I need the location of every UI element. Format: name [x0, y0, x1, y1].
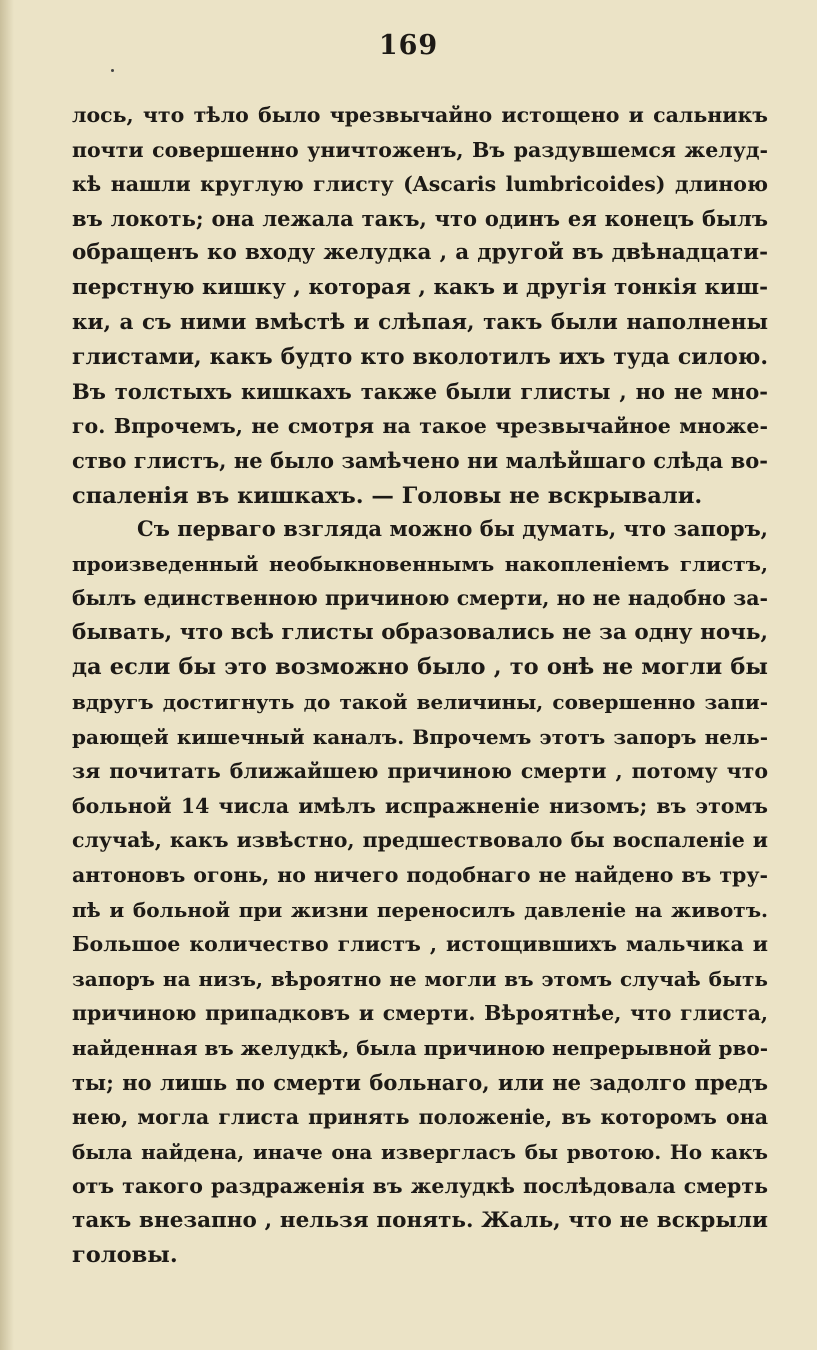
text-line: глистами, какъ будто кто вколотилъ ихъ туда силою.: [72, 344, 768, 371]
text-line: ство глистъ, не было замѣчено ни малѣйшаго слѣда во-: [72, 447, 768, 473]
text-line: почти совершенно уничтоженъ, Въ раздувшемся желуд-: [72, 137, 768, 162]
text-line: ки, а съ ними вмѣстѣ и слѣпая, такъ были наполнены: [72, 309, 768, 335]
text-line: случаѣ, какъ извѣстно, предшествовало бы воспаленіе и: [72, 828, 768, 853]
text-line: вдругъ достигнуть до такой величины, совершенно запи-: [72, 689, 768, 714]
text-line: лось, что тѣло было чрезвычайно истощено и сальникъ: [72, 103, 768, 127]
text-line: бывать, что всѣ глисты образовались не за одну ночь,: [72, 619, 768, 645]
text-line: перстную кишку , которая , какъ и другія тонкія киш-: [72, 274, 768, 300]
text-line: кѣ нашли круглую глисту (Ascaris lumbricoides) длиною: [72, 172, 768, 197]
text-line: былъ единственною причиною смерти, но не надобно за-: [72, 586, 768, 611]
page-edge-shadow: [0, 0, 14, 1350]
text-line: пѣ и больной при жизни переносилъ давленіе на животъ.: [72, 897, 768, 922]
paragraph-1: [72, 98, 768, 513]
text-line: въ локоть; она лежала такъ, что одинъ ея конецъ былъ: [72, 205, 768, 231]
text-line: го. Впрочемъ, не смотря на такое чрезвычайное множе-: [72, 414, 768, 439]
text-line: Въ толстыхъ кишкахъ также были глисты , но не мно-: [72, 378, 768, 404]
text-line: обращенъ ко входу желудка , а другой въ двѣнадцати-: [72, 240, 768, 266]
text-line: зя почитать ближайшею причиною смерти , потому что: [72, 759, 768, 784]
text-line: найденная въ желудкѣ, была причиною непрерывной рво-: [72, 1035, 768, 1060]
text-line: спаленія въ кишкахъ. — Головы не вскрывали.: [72, 482, 703, 509]
text-line: больной 14 числа имѣлъ испражненіе низомъ; въ этомъ: [72, 793, 768, 818]
text-line: произведенный необыкновеннымъ накопленіемъ глистъ,: [72, 551, 768, 576]
text-line: Съ перваго взгляда можно бы думать, что запоръ,: [137, 516, 768, 541]
text-line: головы.: [72, 1242, 178, 1269]
text-line: нею, могла глиста принять положеніе, въ которомъ она: [72, 1105, 768, 1130]
page-number: 169: [378, 30, 439, 61]
ink-speck: [111, 69, 114, 72]
text-line: отъ такого раздраженія въ желудкѣ послѣдовала смерть: [72, 1174, 768, 1199]
text-line: ты; но лишь по смерти больнаго, или не задолго предъ: [72, 1069, 768, 1095]
paragraph-2: [72, 512, 768, 1273]
text-line: была найдена, иначе она извергласъ бы рвотою. Но какъ: [72, 1139, 768, 1164]
text-line: да если бы это возможно было , то онѣ не могли бы: [72, 654, 768, 681]
text-line: Большое количество глистъ , истощившихъ мальчика и: [72, 932, 768, 957]
text-line: антоновъ огонь, но ничего подобнаго не найдено въ тру-: [72, 862, 768, 887]
text-line: запоръ на низъ, вѣроятно не могли въ этомъ случаѣ быть: [72, 966, 768, 991]
text-line: рающей кишечный каналъ. Впрочемъ этотъ запоръ нель-: [72, 724, 768, 749]
text-line: причиною припадковъ и смерти. Вѣроятнѣе, что глиста,: [72, 1001, 768, 1026]
text-line: такъ внезапно , нельзя понять. Жаль, что не вскрыли: [72, 1207, 768, 1233]
